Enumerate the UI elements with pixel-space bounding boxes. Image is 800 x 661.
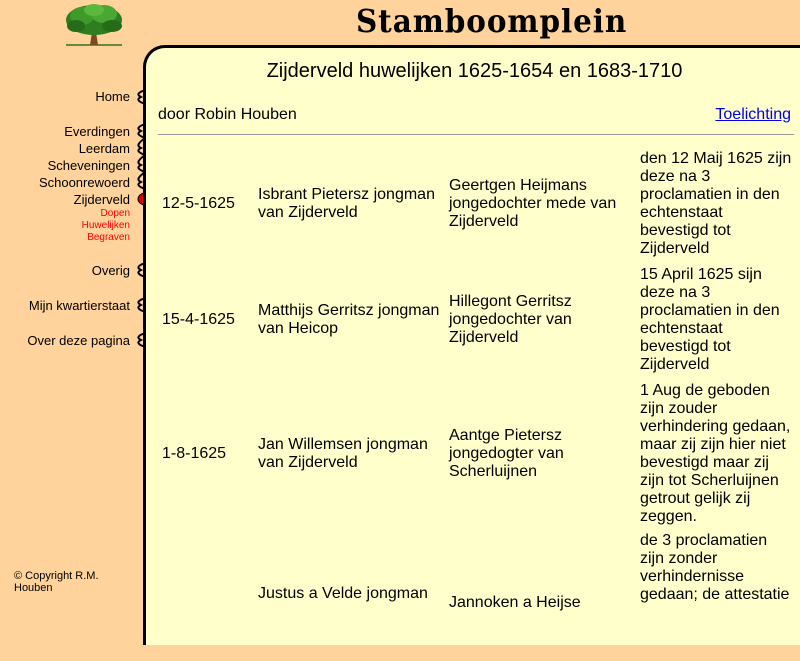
sidebar-item-everdingen[interactable]: Everdingen <box>64 124 130 139</box>
marriage-records-table <box>158 147 796 661</box>
record-groom: Jan Willemsen jongman van Zijderveld <box>258 436 428 471</box>
record-date <box>162 531 254 661</box>
record-note: 15 April 1625 sijn deze na 3 proclamatien in den echtenstaat bevestigd tot Zijderveld <box>640 266 780 373</box>
content-panel <box>143 45 800 645</box>
record-date: 1-8-1625 <box>162 445 227 462</box>
table-row <box>162 379 792 531</box>
sidebar-item-leerdam[interactable]: Leerdam <box>78 141 130 156</box>
record-date: 15-4-1625 <box>162 311 235 328</box>
sidebar-item-home[interactable]: Home <box>95 89 130 104</box>
record-bride: Hillegont Gerritsz jongedochter van Zijderveld <box>449 293 572 346</box>
copyright-text: © Copyright R.M. Houben <box>14 570 99 594</box>
sidebar-item-zijderveld[interactable]: Zijderveld <box>73 192 130 207</box>
record-groom: Isbrant Pietersz jongman van Zijderveld <box>258 186 435 221</box>
page-title: Zijderveld huwelijken 1625-1654 en 1683-1710 <box>266 60 683 82</box>
record-note: den 12 Maij 1625 zijn deze na 3 proclamatien in den echtenstaat bevestigd tot Zijderveld <box>640 150 792 257</box>
sidebar-item-over-deze-pagina[interactable]: Over deze pagina <box>27 333 130 348</box>
author-line: door Robin Houben <box>158 106 297 123</box>
table-row <box>162 263 792 379</box>
sidebar-item-scheveningen[interactable]: Scheveningen <box>47 158 130 173</box>
sidebar-item-schoonrewoerd[interactable]: Schoonrewoerd <box>38 175 130 190</box>
record-bride: Geertgen Heijmans jongedochter mede van Zijderveld <box>449 177 617 230</box>
record-bride: Jannoken a Heijse <box>449 594 581 611</box>
site-brand[interactable]: Stamboomplein <box>356 2 628 40</box>
table-row <box>162 531 792 661</box>
record-groom: Matthijs Gerritsz jongman van Heicop <box>258 302 440 337</box>
sidebar-nav <box>0 0 140 600</box>
sidebar-item-kwartierstaat[interactable]: Mijn kwartierstaat <box>28 298 130 313</box>
record-date: 12-5-1625 <box>162 195 235 212</box>
record-note: de 3 proclamatien zijn zonder verhindernisse gedaan; de attestatie <box>640 532 790 603</box>
table-row <box>162 147 792 263</box>
divider <box>158 134 794 135</box>
record-note: 1 Aug de geboden zijn zouder verhindering gedaan, maar zij zijn hier niet bevestigd maar zij zijn tot Scherluijnen getrout gelijk zij zeggen. <box>640 382 791 525</box>
toelichting-link[interactable]: Toelichting <box>715 106 791 123</box>
sidebar-subitem-dopen[interactable]: Dopen <box>100 208 130 219</box>
sidebar-subitem-begraven[interactable]: Begraven <box>87 232 130 243</box>
record-groom: Justus a Velde jongman <box>258 585 428 602</box>
sidebar-item-overig[interactable]: Overig <box>91 263 130 278</box>
record-bride: Aantge Pietersz jongedogter van Scherluijnen <box>449 427 564 480</box>
sidebar-subitem-huwelijken[interactable]: Huwelijken <box>81 220 130 231</box>
